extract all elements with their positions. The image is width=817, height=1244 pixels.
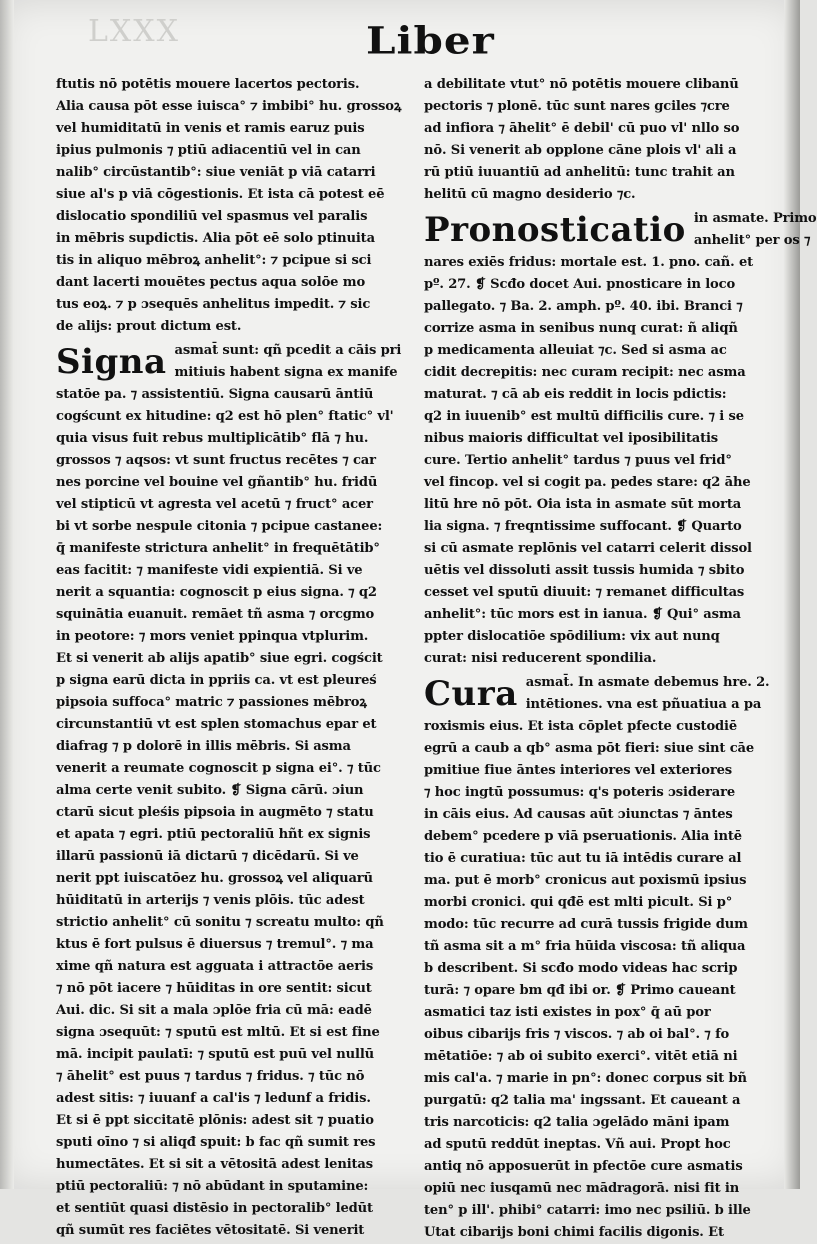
text-line: grossos ⁊ aqsos: vt sunt fructus recētes ⁊ car [56, 453, 376, 468]
text-line: cure. Tertio anhelit° tardus ⁊ puus vel frid° [424, 453, 732, 468]
text-line: b describent. Si scđo modo videas hac scrip [424, 961, 738, 976]
text-line: ten° p ill'. phibi° catarri: imo nec psiliū. b ille [424, 1203, 751, 1218]
text-line: tris narcoticis: q2 talia ɔgelādo māni ipam [424, 1115, 730, 1130]
text-line: q̄ manifeste strictura anhelit° in frequētātib° [56, 541, 380, 556]
text-line: Et si venerit ab alijs apatib° siue egri. cogścit [56, 651, 383, 666]
text-line: egrū a caub a qb° asma pōt fieri: siue sint cāe [424, 741, 755, 756]
text-line: ⁊ hoc ingtū possumus: q's poteris ɔsiderare [424, 785, 736, 800]
text-line: asmat̄ sunt: qñ pcedit a cāis pri [174, 343, 402, 358]
pronosticatio-section-heading [424, 208, 817, 252]
text-line: anhelit° per os ⁊ [693, 233, 811, 248]
rubric-cura: Cura [424, 674, 518, 714]
signa-side-text [175, 340, 419, 384]
text-line: ptiū pectoraliū: ⁊ nō abūdant in sputamine: [56, 1179, 369, 1194]
text-line: turā: ⁊ opare bm qđ ibi or. ❡ Primo caueant [424, 983, 736, 998]
text-line: strictio anhelit° cū sonitu ⁊ screatu multo: qñ [56, 915, 384, 930]
text-line: p signa earū dicta in ppriis ca. vt est pleureś [56, 673, 377, 688]
text-line: morbi cronici. qui qđē est mlti picult. Si p° [424, 895, 733, 910]
text-line: rū ptiū iuuantiū ad anhelitū: tunc trahit an [424, 165, 735, 180]
text-line: Aui. dic. Si sit a mala ɔplōe fria cū mā: eadē [56, 1003, 372, 1018]
text-line: humectātes. Et si sit a vētositā adest lenitas [56, 1157, 373, 1172]
rubric-pronosticatio: Pronosticatio [424, 210, 686, 250]
text-line: adest sitis: ⁊ iuuanf a cal'is ⁊ ledunf a fridis. [56, 1091, 371, 1106]
text-line: Et si ē ppt siccitatē plōnis: adest sit ⁊ puatio [56, 1113, 374, 1128]
text-line: eas facitit: ⁊ manifeste vidi expientiā. Si ve [56, 563, 363, 578]
text-line: mā. incipit paulatī: ⁊ sputū est puū vel nullū [56, 1047, 375, 1062]
text-line: Alia causa pōt esse iuisca° ⁊ imbibi° hu. grossoꝝ [56, 99, 402, 114]
text-line: ktus ē fort pulsus ē diuersus ⁊ tremul°. ⁊ ma [56, 937, 374, 952]
text-line: mis cal'a. ⁊ marie in pn°: donec corpus sit bñ [424, 1071, 747, 1086]
text-line: bi vt sorbe nespule citonia ⁊ pcipue castanee: [56, 519, 383, 534]
text-line: antiq nō apposuerūt in pfectōe cure asmatis [424, 1159, 743, 1174]
text-line: et sentiūt quasi distēsio in pectoralib° ledūt [56, 1201, 373, 1216]
text-line: ad infiora ⁊ āhelit° ē debil' cū puo vl' nllo so [424, 121, 740, 136]
text-line: venerit a reumate cognoscit p signa ei°. ⁊ tūc [56, 761, 381, 776]
text-line: tis in aliquo mēbroꝝ anhelit°: ⁊ pcipue si sci [56, 253, 372, 268]
text-line: siue al's p viā cōgestionis. Et ista cā potest eē [56, 187, 385, 202]
text-line: helitū cū magno desiderio ⁊c. [424, 187, 636, 202]
text-line: nerit a squantia: cognoscit p eius signa. ⁊ q2 [56, 585, 377, 600]
text-line: lia signa. ⁊ freqntissime suffocant. ❡ Quarto [424, 519, 742, 534]
text-line: de alijs: prout dictum est. [56, 319, 242, 334]
text-line: quia visus fuit rebus multiplicātib° flā ⁊ hu. [56, 431, 369, 446]
text-line: p medicamenta alleuiat ⁊c. Sed si asma ac [424, 343, 727, 358]
text-line: maturat. ⁊ cā ab eis reddit in locis pdictis: [424, 387, 727, 402]
text-line: corrize asma in senibus nunq curat: ñ aliqñ [424, 321, 738, 336]
text-line: roxismis eius. Et ista cōplet pfecte custodiē [424, 719, 738, 734]
text-line: ⁊ āhelit° est puus ⁊ tardus ⁊ fridus. ⁊ tūc nō [56, 1069, 365, 1084]
text-line: ad sputū reddūt ineptas. Vñ aui. Propt hoc [424, 1137, 731, 1152]
folio-number-ghost: LXXX [88, 14, 180, 49]
text-line: signa ɔsequūt: ⁊ sputū est mltū. Et si est fine [56, 1025, 380, 1040]
text-line: pipsoia suffoca° matric ⁊ passiones mēbroꝝ [56, 695, 367, 710]
text-line: vel fincop. vel si cogit pa. pedes stare: q2 āhe [424, 475, 751, 490]
page-edge-right [784, 0, 800, 1189]
text-line: circunstantiū vt est splen stomachus epar et [56, 717, 377, 732]
text-line: asmatici taz isti existes in pox° q̄ aū por [424, 1005, 711, 1020]
text-line: cogścunt ex hitudine: q2 est hō plen° ftatic° vl' [56, 409, 394, 424]
text-line: uētis vel dissoluti assit tussis humida ⁊ sbito [424, 563, 745, 578]
cura-section-body [424, 716, 768, 1244]
text-line: squinātia euanuit. remāet tñ asma ⁊ orcgmo [56, 607, 375, 622]
text-line: xime qñ natura est agguata i attractōe aeris [56, 959, 374, 974]
text-line: ipius pulmonis ⁊ ptiū adiacentiū vel in can [56, 143, 361, 158]
text-line: pectoris ⁊ plonē. tūc sunt nares gciles ⁊cre [424, 99, 730, 114]
cura-side-text [526, 672, 770, 716]
text-line: nerit ppt iuiscatōez hu. grossoꝝ vel aliquarū [56, 871, 373, 886]
text-line: debem° pcedere p viā pseruationis. Alia intē [424, 829, 742, 844]
text-line: in mēbris supdictis. Alia pōt eē solo ptinuita [56, 231, 375, 246]
signa-section-heading [56, 340, 418, 384]
text-line: pallegato. ⁊ Ba. 2. amph. pº. 40. ibi. Branci ⁊ [424, 299, 743, 314]
text-line: alma certe venit subito. ❡ Signa cārū. ɔiun [56, 783, 364, 798]
text-line: intētiones. vna est pñuatiua a pa [525, 697, 762, 712]
text-line: mētatiōe: ⁊ ab oi subito exerci°. vitēt etiā ni [424, 1049, 738, 1064]
text-line: sputi oīno ⁊ si aliqđ spuit: b fac qñ sumit res [56, 1135, 376, 1150]
text-line: opiū nec iusqamū nec mādragorā. nisi fit in [424, 1181, 740, 1196]
left-column-intro [56, 74, 418, 338]
text-line: et apata ⁊ egri. ptiū pectoraliū hñt ex signis [56, 827, 371, 842]
text-line: q2 in iuuenib° est multū difficilis cure. ⁊ i se [424, 409, 744, 424]
text-line: si cū asmate replōnis vel catarri celerit dissol [424, 541, 752, 556]
running-head: Liber [366, 18, 495, 63]
text-line: tñ asma sit a m° fria hūida viscosa: tñ aliqua [424, 939, 746, 954]
text-line: curat: nisi reducerent spondilia. [424, 651, 657, 666]
text-line: modo: tūc recurre ad curā tussis frigide dum [424, 917, 748, 932]
text-line: nō. Si venerit ab opplone cāne plois vl' ali a [424, 143, 737, 158]
text-line: cesset vel sputū diuuit: ⁊ remanet difficultas [424, 585, 745, 600]
page-edge-left [0, 0, 14, 1189]
text-line: ppter dislocatiōe spōdilium: vix aut nunq [424, 629, 720, 644]
text-line: purgatū: q2 talia ma' ingssant. Et caueant a [424, 1093, 741, 1108]
text-line: vel stipticū vt agresta vel acetū ⁊ fruct° acer [56, 497, 373, 512]
text-line: nares exiēs fridus: mortale est. 1. pno. cañ. et [424, 255, 754, 270]
pronosticatio-side-text [694, 208, 817, 252]
text-line: Utat cibarijs boni chimi facilis digonis. Et [424, 1225, 724, 1240]
text-line: dislocatio spondiliū vel spasmus vel paralis [56, 209, 368, 224]
right-column-intro [424, 74, 768, 206]
text-line: ⁊ nō pōt iacere ⁊ hūiditas in ore sentit: sicut [56, 981, 372, 996]
text-line: asmat̄. In asmate debemus hre. 2. [525, 675, 770, 690]
text-line: statōe pa. ⁊ assistentiū. Signa causarū āntiū [56, 387, 374, 402]
left-column [56, 74, 418, 1242]
text-line: litū hre nō pōt. Oia ista in asmate sūt morta [424, 497, 742, 512]
text-line: mitiuis habent signa ex manife [174, 365, 398, 380]
text-line: vel humiditatū in venis et ramis earuz puis [56, 121, 365, 136]
signa-section-body [56, 384, 418, 1242]
text-line: a debilitate vtut° nō potētis mouere clibanū [424, 77, 739, 92]
text-line: cidit decrepitis: nec curam recipit: nec asma [424, 365, 746, 380]
text-line: tus eoꝝ. ⁊ p ɔsequēs anhelitus impedit. ⁊ sic [56, 297, 371, 312]
text-line: oibus cibarijs fris ⁊ viscos. ⁊ ab oi bal°. ⁊ fo [424, 1027, 730, 1042]
text-line: dant lacerti mouētes pectus aqua solōe mo [56, 275, 366, 290]
pronosticatio-section-body [424, 252, 768, 670]
text-line: pº. 27. ❡ Scđo docet Aui. pnosticare in loco [424, 277, 736, 292]
text-line: ftutis nō potētis mouere lacertos pectoris. [56, 77, 360, 92]
text-line: nibus maioris difficultat vel iposibilitatis [424, 431, 719, 446]
text-line: in cāis eius. Ad causas aūt ɔiunctas ⁊ āntes [424, 807, 733, 822]
text-line: qñ sumūt res faciētes vētositatē. Si venerit [56, 1223, 365, 1238]
text-line: diafrag ⁊ p dolorē in illis mēbris. Si asma [56, 739, 351, 754]
text-line: in peotore: ⁊ mors veniet ppinqua vtplurim. [56, 629, 369, 644]
text-line: tio ē curatiua: tūc aut tu iā intēdis curare al [424, 851, 742, 866]
rubric-signa: Signa [56, 342, 167, 382]
text-line: anhelit°: tūc mors est in ianua. ❡ Qui° asma [424, 607, 741, 622]
text-line: illarū passionū iā dictarū ⁊ dicēdarū. Si ve [56, 849, 359, 864]
right-column [424, 74, 817, 1244]
text-line: nalib° circūstantib°: siue veniāt p viā catarri [56, 165, 376, 180]
text-line: in asmate. Primo [693, 211, 817, 226]
text-line: hūiditatū in arterijs ⁊ venis plōis. tūc adest [56, 893, 365, 908]
text-line: nes porcine vel bouine vel gñantib° hu. fridū [56, 475, 378, 490]
text-line: ctarū sicut pleśis pipsoia in augmēto ⁊ statu [56, 805, 374, 820]
text-line: ma. put ē morb° cronicus aut poxismū ipsius [424, 873, 747, 888]
text-line: pmitiue fiue āntes interiores vel exteriores [424, 763, 732, 778]
cura-section-heading [424, 672, 768, 716]
